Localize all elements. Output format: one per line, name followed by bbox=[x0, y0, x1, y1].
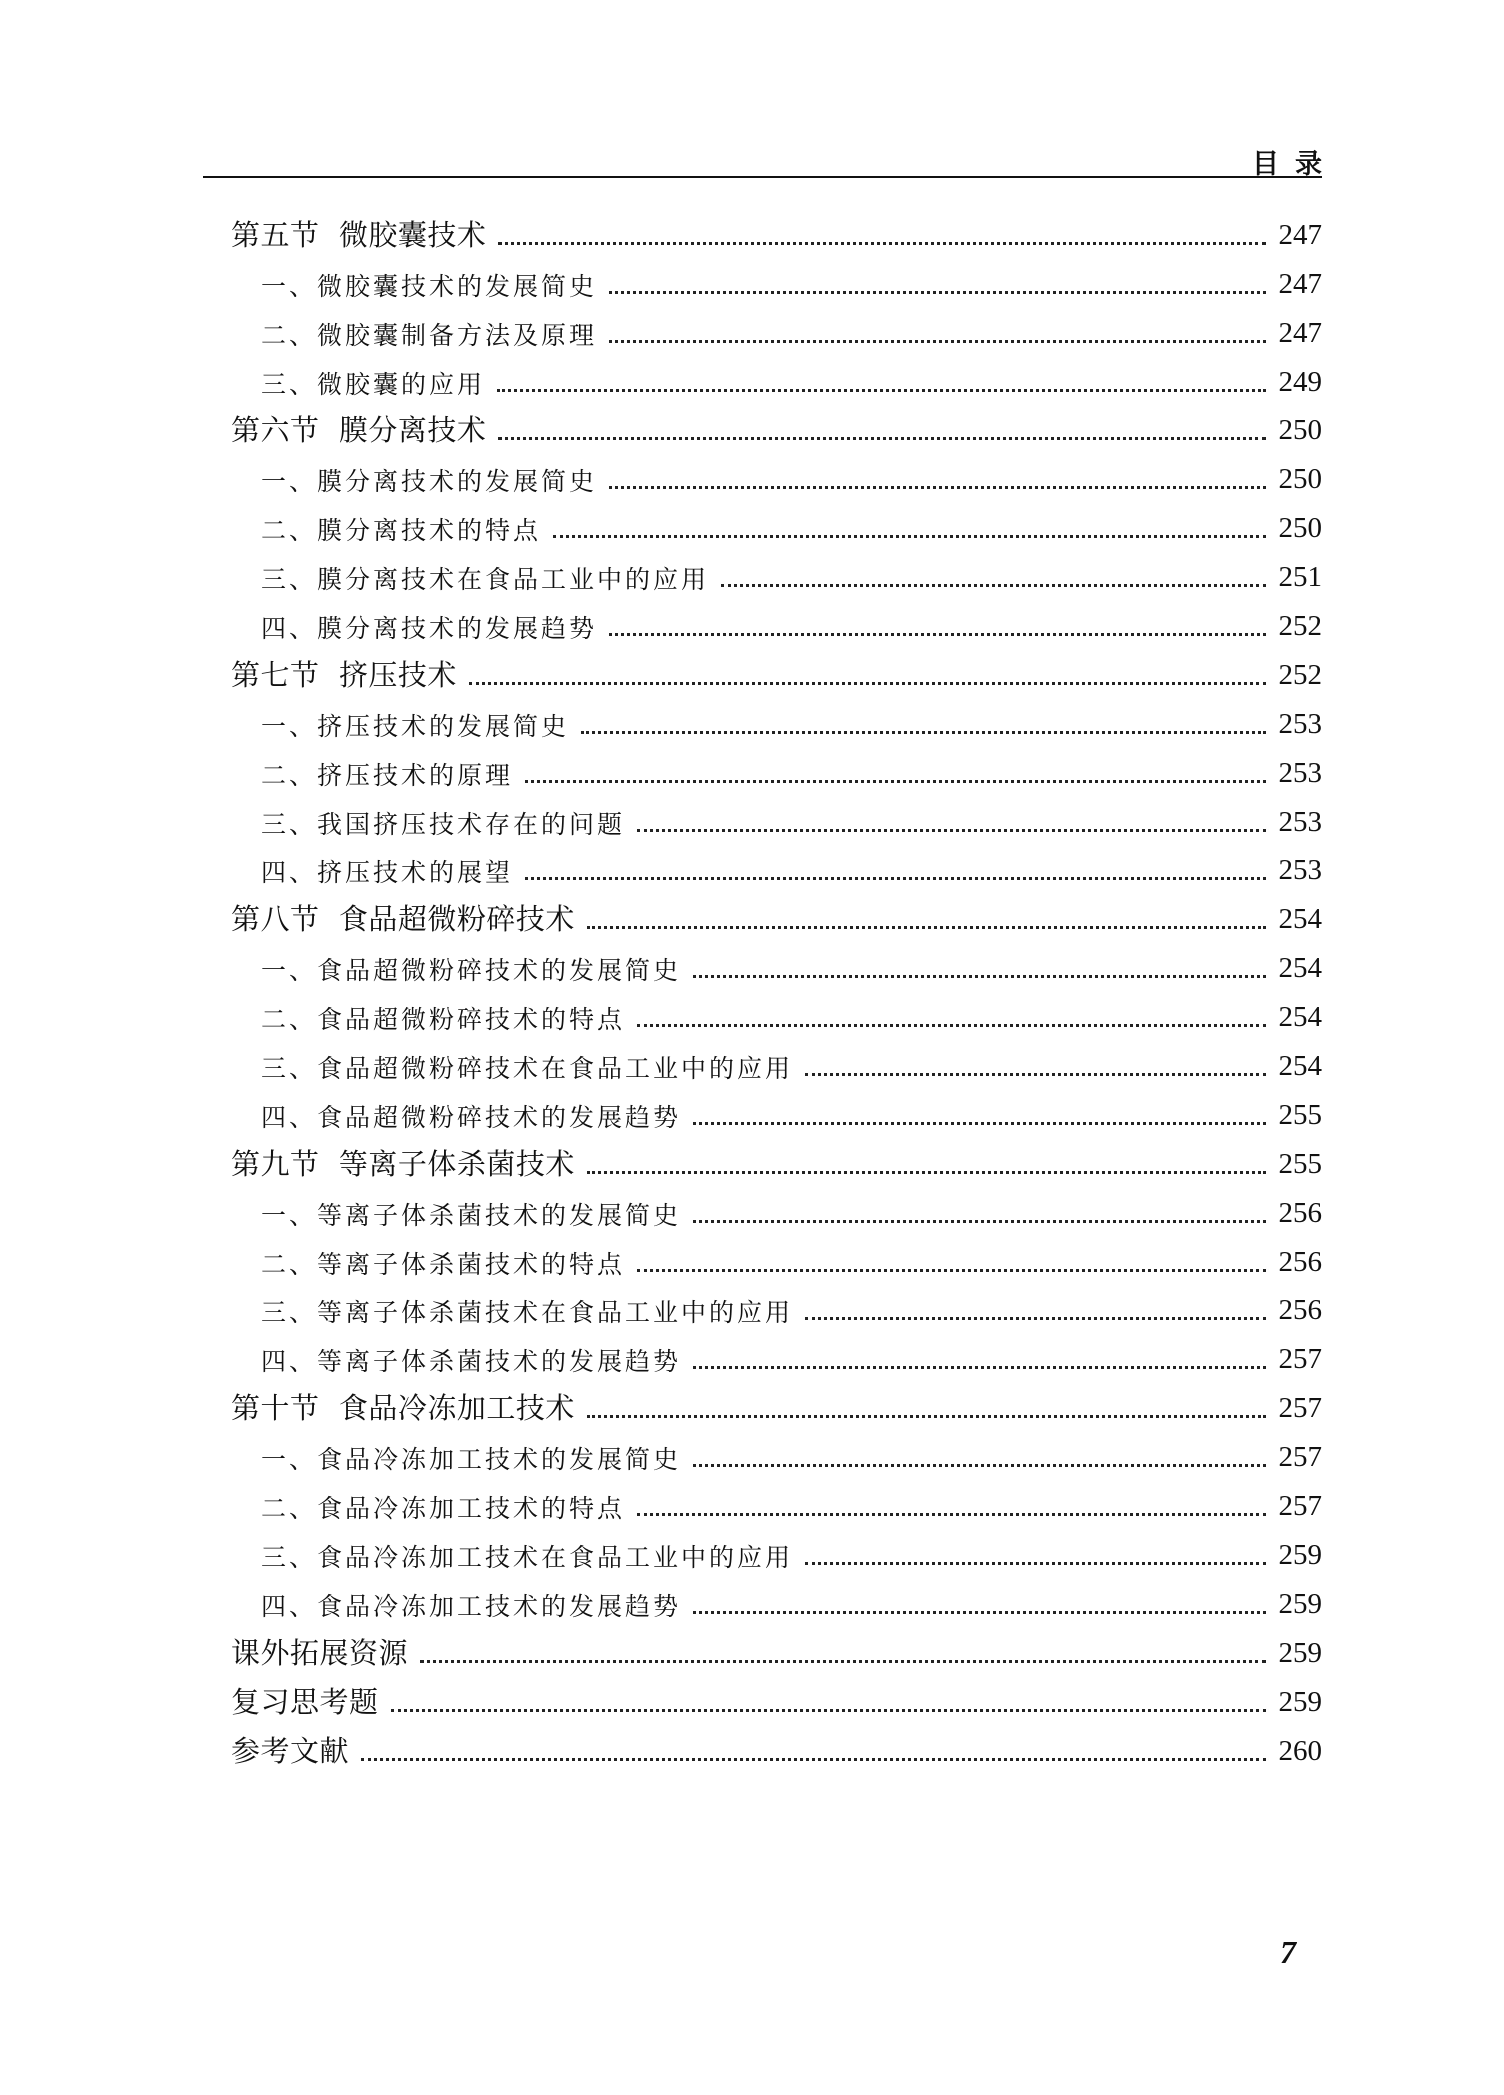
toc-page-number: 250 bbox=[1278, 414, 1322, 447]
dot-leader bbox=[497, 389, 1266, 392]
dot-leader bbox=[805, 1562, 1266, 1565]
toc-page-number: 247 bbox=[1278, 218, 1322, 251]
dot-leader bbox=[498, 242, 1266, 245]
toc-page-number: 253 bbox=[1278, 854, 1322, 887]
dot-leader bbox=[581, 731, 1266, 734]
toc-subsection-entry[interactable] bbox=[231, 307, 1322, 356]
dot-leader bbox=[693, 1464, 1266, 1467]
toc-entry-title: 二、食品超微粉碎技术的特点 bbox=[261, 1005, 626, 1035]
dot-leader bbox=[609, 633, 1266, 636]
toc-subsection-entry[interactable] bbox=[231, 551, 1322, 600]
toc-entry-title: 二、食品冷冻加工技术的特点 bbox=[261, 1494, 626, 1524]
dot-leader bbox=[693, 1220, 1266, 1223]
dot-leader bbox=[361, 1758, 1266, 1761]
dot-leader bbox=[420, 1660, 1266, 1663]
toc-entry-title: 二、挤压技术的原理 bbox=[261, 760, 514, 790]
toc-entry-title: 一、挤压技术的发展简史 bbox=[261, 711, 570, 741]
toc-section-entry[interactable] bbox=[231, 1725, 1322, 1774]
dot-leader bbox=[637, 1513, 1266, 1516]
toc-entry-title: 三、等离子体杀菌技术在食品工业中的应用 bbox=[261, 1298, 794, 1328]
toc-subsection-entry[interactable] bbox=[231, 1285, 1322, 1334]
toc-section-entry[interactable] bbox=[231, 209, 1322, 258]
dot-leader bbox=[609, 291, 1266, 294]
toc-entry-title: 第十节 食品冷冻加工技术 bbox=[231, 1391, 575, 1426]
toc-page-number: 247 bbox=[1278, 267, 1322, 300]
dot-leader bbox=[721, 584, 1266, 587]
dot-leader bbox=[587, 1415, 1266, 1418]
toc-entry-title: 三、食品冷冻加工技术在食品工业中的应用 bbox=[261, 1542, 794, 1572]
toc-entry-title: 四、等离子体杀菌技术的发展趋势 bbox=[261, 1347, 682, 1377]
toc-page-number: 257 bbox=[1278, 1343, 1322, 1376]
toc-page-number: 252 bbox=[1278, 658, 1322, 691]
toc-entry-title: 复习思考题 bbox=[231, 1684, 379, 1719]
dot-leader bbox=[693, 1366, 1266, 1369]
toc-entry-title: 参考文献 bbox=[231, 1733, 350, 1768]
toc-subsection-entry[interactable] bbox=[231, 356, 1322, 405]
toc-entry-title: 课外拓展资源 bbox=[231, 1635, 409, 1670]
toc-entry-title: 第八节 食品超微粉碎技术 bbox=[231, 902, 575, 937]
toc-page-number: 254 bbox=[1278, 1050, 1322, 1083]
toc-section-entry[interactable] bbox=[231, 405, 1322, 454]
toc-page-number: 253 bbox=[1278, 805, 1322, 838]
dot-leader bbox=[637, 1024, 1266, 1027]
dot-leader bbox=[498, 437, 1266, 440]
toc-entry-title: 四、食品超微粉碎技术的发展趋势 bbox=[261, 1102, 682, 1132]
toc-subsection-entry[interactable] bbox=[231, 1040, 1322, 1089]
toc-subsection-entry[interactable] bbox=[231, 991, 1322, 1040]
toc-entry-title: 四、挤压技术的展望 bbox=[261, 858, 514, 888]
toc-section-entry[interactable] bbox=[231, 893, 1322, 942]
header-title: 目录 bbox=[1252, 149, 1338, 180]
toc-subsection-entry[interactable] bbox=[231, 942, 1322, 991]
page-number: 7 bbox=[1280, 1934, 1296, 1970]
toc-entry-title: 一、等离子体杀菌技术的发展简史 bbox=[261, 1200, 682, 1230]
toc-page-number: 252 bbox=[1278, 610, 1322, 643]
toc-page-number: 259 bbox=[1278, 1538, 1322, 1571]
toc-page-number: 256 bbox=[1278, 1196, 1322, 1229]
toc-subsection-entry[interactable] bbox=[231, 1431, 1322, 1480]
table-of-contents bbox=[231, 209, 1322, 1774]
toc-entry-title: 三、微胶囊的应用 bbox=[261, 369, 486, 399]
toc-entry-title: 一、微胶囊技术的发展简史 bbox=[261, 271, 598, 301]
toc-subsection-entry[interactable] bbox=[231, 1333, 1322, 1382]
toc-entry-title: 一、膜分离技术的发展简史 bbox=[261, 467, 598, 497]
toc-page-number: 259 bbox=[1278, 1636, 1322, 1669]
toc-entry-title: 第九节 等离子体杀菌技术 bbox=[231, 1146, 575, 1181]
toc-page-number: 257 bbox=[1278, 1490, 1322, 1523]
dot-leader bbox=[469, 682, 1266, 685]
toc-page-number: 250 bbox=[1278, 463, 1322, 496]
toc-page-number: 256 bbox=[1278, 1245, 1322, 1278]
toc-subsection-entry[interactable] bbox=[231, 600, 1322, 649]
toc-section-entry[interactable] bbox=[231, 1138, 1322, 1187]
dot-leader bbox=[525, 780, 1266, 783]
toc-page-number: 259 bbox=[1278, 1587, 1322, 1620]
toc-subsection-entry[interactable] bbox=[231, 502, 1322, 551]
dot-leader bbox=[693, 975, 1266, 978]
dot-leader bbox=[693, 1122, 1266, 1125]
toc-entry-title: 四、膜分离技术的发展趋势 bbox=[261, 614, 598, 644]
dot-leader bbox=[553, 535, 1266, 538]
toc-section-entry[interactable] bbox=[231, 649, 1322, 698]
toc-entry-title: 二、等离子体杀菌技术的特点 bbox=[261, 1249, 626, 1279]
dot-leader bbox=[609, 340, 1266, 343]
toc-subsection-entry[interactable] bbox=[231, 1480, 1322, 1529]
toc-page-number: 247 bbox=[1278, 316, 1322, 349]
toc-subsection-entry[interactable] bbox=[231, 453, 1322, 502]
toc-section-entry[interactable] bbox=[231, 1382, 1322, 1431]
toc-page-number: 254 bbox=[1278, 1001, 1322, 1034]
toc-subsection-entry[interactable] bbox=[231, 1187, 1322, 1236]
toc-entry-title: 二、微胶囊制备方法及原理 bbox=[261, 320, 598, 350]
toc-entry-title: 一、食品冷冻加工技术的发展简史 bbox=[261, 1445, 682, 1475]
toc-section-entry[interactable] bbox=[231, 1627, 1322, 1676]
toc-entry-title: 三、膜分离技术在食品工业中的应用 bbox=[261, 565, 710, 595]
running-header bbox=[203, 138, 1338, 180]
toc-page-number: 253 bbox=[1278, 707, 1322, 740]
dot-leader bbox=[693, 1611, 1266, 1614]
toc-entry-title: 一、食品超微粉碎技术的发展简史 bbox=[261, 956, 682, 986]
toc-page-number: 257 bbox=[1278, 1441, 1322, 1474]
toc-subsection-entry[interactable] bbox=[231, 1236, 1322, 1285]
toc-entry-title: 四、食品冷冻加工技术的发展趋势 bbox=[261, 1591, 682, 1621]
toc-subsection-entry[interactable] bbox=[231, 796, 1322, 845]
toc-section-entry[interactable] bbox=[231, 1676, 1322, 1725]
toc-page-number: 250 bbox=[1278, 512, 1322, 545]
toc-page-number: 257 bbox=[1278, 1392, 1322, 1425]
toc-page-number: 255 bbox=[1278, 1098, 1322, 1131]
dot-leader bbox=[805, 1073, 1266, 1076]
dot-leader bbox=[391, 1709, 1266, 1712]
toc-entry-title: 三、食品超微粉碎技术在食品工业中的应用 bbox=[261, 1054, 794, 1084]
toc-entry-title: 第五节 微胶囊技术 bbox=[231, 217, 487, 252]
toc-page-number: 260 bbox=[1278, 1734, 1322, 1767]
dot-leader bbox=[609, 486, 1266, 489]
dot-leader bbox=[805, 1317, 1266, 1320]
toc-entry-title: 三、我国挤压技术存在的问题 bbox=[261, 809, 626, 839]
toc-subsection-entry[interactable] bbox=[231, 1529, 1322, 1578]
dot-leader bbox=[587, 926, 1266, 929]
toc-page-number: 249 bbox=[1278, 365, 1322, 398]
dot-leader bbox=[525, 877, 1266, 880]
toc-subsection-entry[interactable] bbox=[231, 1578, 1322, 1627]
dot-leader bbox=[587, 1171, 1266, 1174]
toc-page-number: 259 bbox=[1278, 1685, 1322, 1718]
toc-subsection-entry[interactable] bbox=[231, 845, 1322, 894]
toc-entry-title: 第七节 挤压技术 bbox=[231, 657, 457, 692]
dot-leader bbox=[637, 1269, 1266, 1272]
toc-subsection-entry[interactable] bbox=[231, 698, 1322, 747]
toc-page-number: 256 bbox=[1278, 1294, 1322, 1327]
toc-page-number: 254 bbox=[1278, 952, 1322, 985]
dot-leader bbox=[637, 829, 1266, 832]
toc-entry-title: 二、膜分离技术的特点 bbox=[261, 516, 542, 546]
toc-page-number: 255 bbox=[1278, 1147, 1322, 1180]
toc-entry-title: 第六节 膜分离技术 bbox=[231, 413, 487, 448]
toc-subsection-entry[interactable] bbox=[231, 258, 1322, 307]
toc-page-number: 253 bbox=[1278, 756, 1322, 789]
toc-subsection-entry[interactable] bbox=[231, 1089, 1322, 1138]
toc-page-number: 251 bbox=[1278, 561, 1322, 594]
toc-subsection-entry[interactable] bbox=[231, 747, 1322, 796]
toc-page-number: 254 bbox=[1278, 903, 1322, 936]
